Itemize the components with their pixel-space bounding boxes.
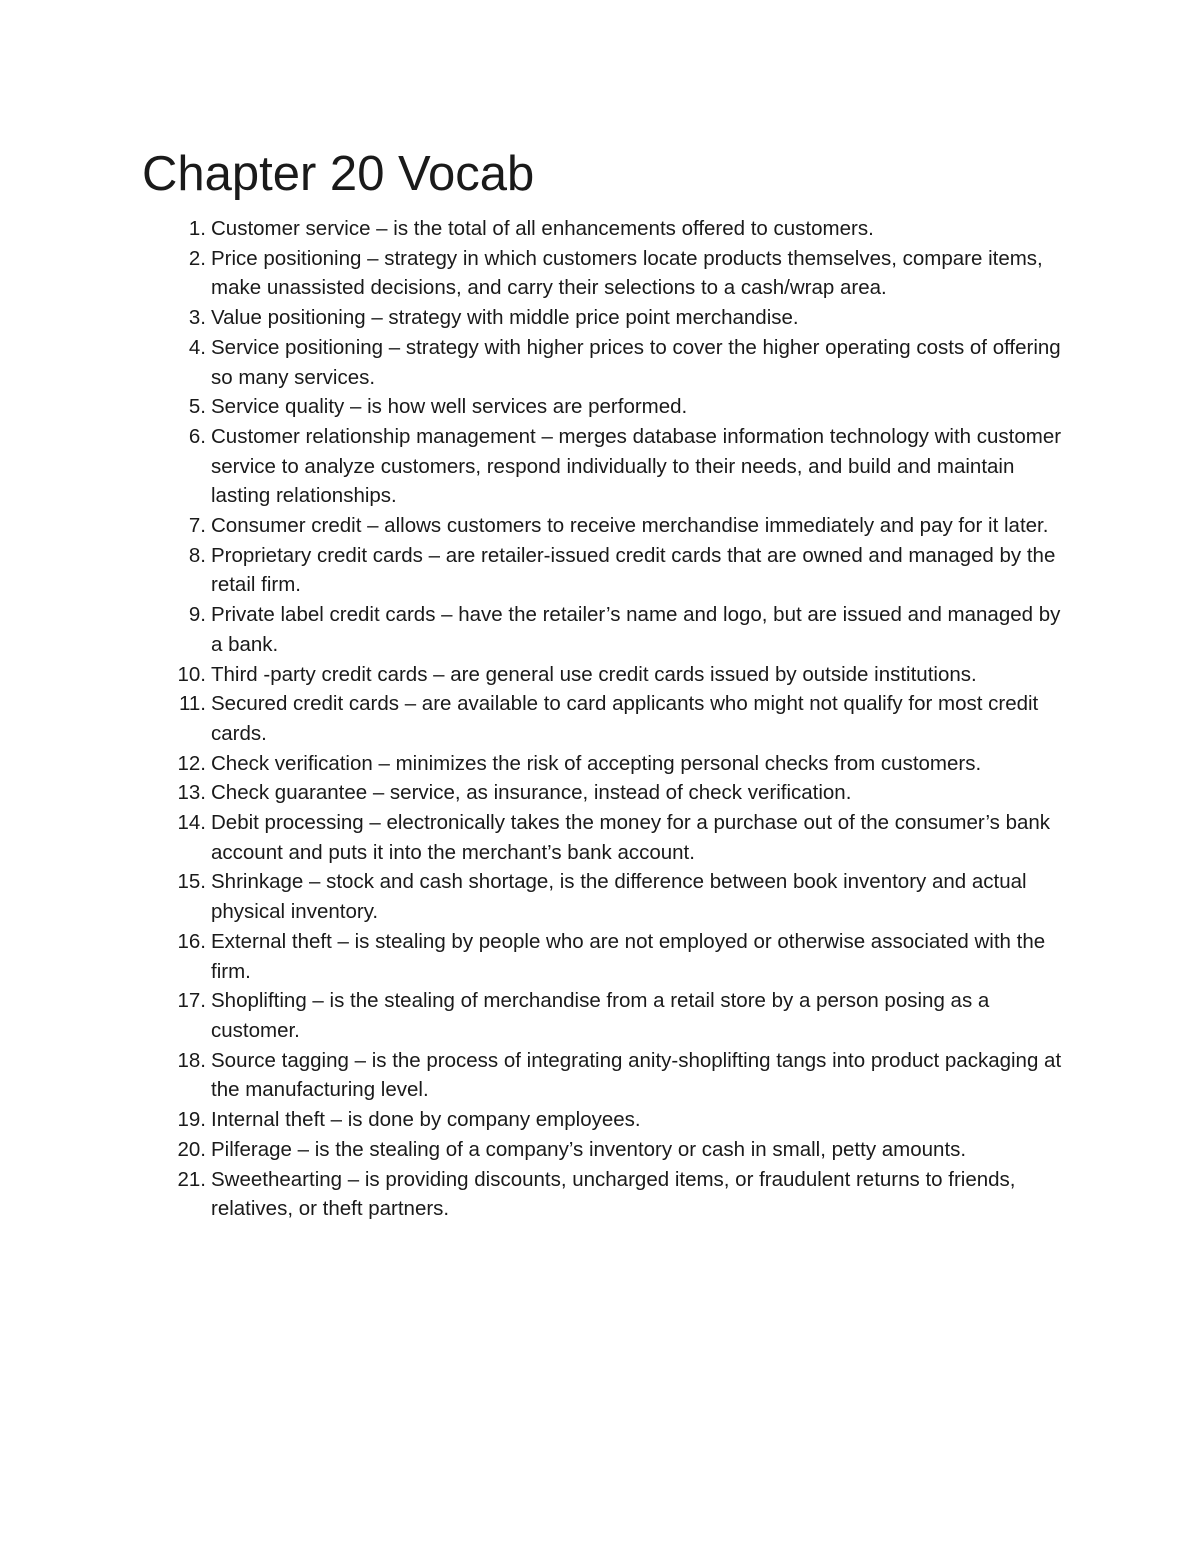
list-item [0,1135,1071,1165]
list-item-number: 19. [177,1108,206,1132]
list-item-number: 10. [177,662,206,686]
list-item [0,986,1071,1045]
list-item-number: 3. [188,306,206,330]
list-item-number: 16. [177,929,206,953]
list-item [0,1046,1071,1105]
list-item-text: Pilferage – is the stealing of a company’s inventory or cash in small, petty amounts. [211,1137,967,1161]
list-item [0,600,1071,659]
list-item [0,689,1071,748]
list-item-text: Service positioning – strategy with higher prices to cover the higher operating costs of offering so many services. [211,335,1061,389]
list-item [0,511,1071,541]
list-item [0,422,1071,511]
list-item [0,1105,1071,1135]
list-item-text: Price positioning – strategy in which customers locate products themselves, compare items, make unassisted decisions, and carry their selections to a cash/wrap area. [211,246,1043,300]
list-item [0,867,1071,926]
list-item-number: 17. [177,989,206,1013]
list-item [0,749,1071,779]
list-item-text: Service quality – is how well services are performed. [211,395,688,419]
list-item-number: 21. [177,1167,206,1191]
list-item-number: 18. [177,1048,206,1072]
list-item-number: 5. [188,395,206,419]
list-item [0,808,1071,867]
list-item-number: 12. [177,751,206,775]
list-item [0,778,1071,808]
list-item-text: Third -party credit cards – are general use credit cards issued by outside institutions. [211,662,977,686]
list-item-text: Source tagging – is the process of integrating anity-shoplifting tangs into product packaging at the manufacturing level. [211,1048,1062,1102]
list-item-number: 6. [188,424,206,448]
list-item-number: 7. [188,514,206,538]
list-item [0,214,1071,244]
list-item-number: 15. [177,870,206,894]
list-item-number: 2. [188,246,206,270]
list-item-text: Check verification – minimizes the risk of accepting personal checks from customers. [211,751,982,775]
list-item-text: Sweethearting – is providing discounts, uncharged items, or fraudulent returns to friends, relatives, or theft partners. [211,1167,1016,1221]
list-item-text: Value positioning – strategy with middle price point merchandise. [211,306,799,330]
list-item-text: Secured credit cards – are available to card applicants who might not qualify for most credit cards. [211,692,1039,745]
list-item-number: 8. [188,543,206,567]
list-item [0,660,1071,690]
list-item-text: Internal theft – is done by company employees. [211,1108,641,1132]
list-item-text: Shrinkage – stock and cash shortage, is the difference between book inventory and actual physical inventory. [211,870,1027,924]
list-item-number: 11. [179,692,206,716]
list-item-text: Shoplifting – is the stealing of merchandise from a retail store by a person posing as a customer. [211,989,990,1042]
list-item-text: Consumer credit – allows customers to receive merchandise immediately and pay for it later. [211,514,1049,538]
list-item-text: Check guarantee – service, as insurance, instead of check verification. [211,781,852,805]
list-item-number: 4. [188,335,206,359]
list-item-number: 1. [188,217,206,240]
list-item-text: Customer service – is the total of all enhancements offered to customers. [211,217,874,240]
list-item-number: 20. [177,1137,206,1161]
list-item-text: Customer relationship management – merges database information technology with customer service to analyze customers, respond individually to their needs, and build and maintain lasting relationships. [211,424,1062,508]
list-item [0,392,1071,422]
list-item-number: 13. [177,781,206,805]
list-item [0,303,1071,333]
list-item [0,244,1071,303]
vocab-list [0,214,1200,1224]
list-item-text: Debit processing – electronically takes the money for a purchase out of the consumer’s bank account and puts it into the merchant’s bank account. [211,811,1051,864]
list-item [0,1165,1071,1224]
list-item [0,927,1071,986]
list-item [0,333,1071,392]
list-item-number: 9. [188,603,206,627]
list-item-text: Proprietary credit cards – are retailer-issued credit cards that are owned and managed by the retail firm. [211,543,1056,597]
list-item-text: Private label credit cards – have the retailer’s name and logo, but are issued and managed by a bank. [211,603,1061,656]
list-item [0,541,1071,600]
list-item-number: 14. [177,811,206,835]
list-item-text: External theft – is stealing by people who are not employed or otherwise associated with the firm. [211,929,1046,983]
page-title: Chapter 20 Vocab [142,147,535,201]
